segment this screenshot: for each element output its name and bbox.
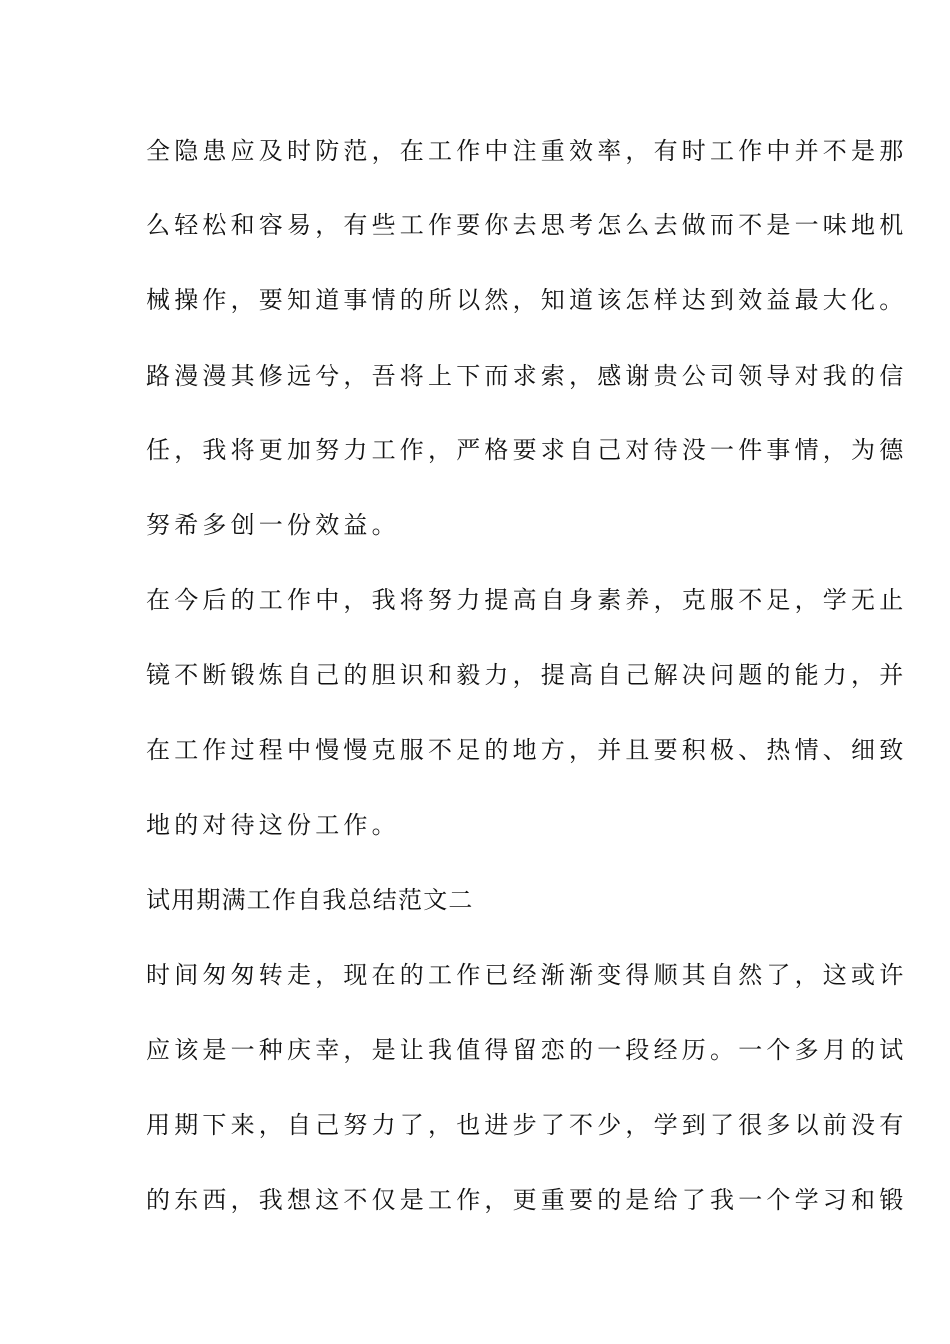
paragraph-line: 全隐患应及时防范，在工作中注重效率，有时工作中并不是那 (146, 137, 908, 165)
paragraph-line: 么轻松和容易，有些工作要你去思考怎么去做而不是一味地机 (146, 211, 908, 239)
paragraph-line: 镜不断锻炼自己的胆识和毅力，提高自己解决问题的能力，并 (146, 661, 908, 689)
section-heading: 试用期满工作自我总结范文二 (146, 886, 474, 914)
paragraph-line: 地的对待这份工作。 (146, 811, 400, 839)
paragraph-line: 应该是一种庆幸，是让我值得留恋的一段经历。一个多月的试 (146, 1036, 908, 1064)
paragraph-line: 时间匆匆转走，现在的工作已经渐渐变得顺其自然了，这或许 (146, 961, 908, 989)
paragraph-line: 任，我将更加努力工作，严格要求自己对待没一件事情，为德 (146, 436, 908, 464)
paragraph-line: 的东西，我想这不仅是工作，更重要的是给了我一个学习和锻 (146, 1186, 908, 1214)
paragraph-line: 械操作，要知道事情的所以然，知道该怎样达到效益最大化。 (146, 286, 908, 314)
paragraph-line: 在工作过程中慢慢克服不足的地方，并且要积极、热情、细致 (146, 736, 908, 764)
paragraph-line: 努希多创一份效益。 (146, 511, 400, 539)
paragraph-line: 路漫漫其修远兮，吾将上下而求索，感谢贵公司领导对我的信 (146, 362, 908, 390)
paragraph-line: 用期下来，自己努力了，也进步了不少，学到了很多以前没有 (146, 1111, 908, 1139)
paragraph-line: 在今后的工作中，我将努力提高自身素养，克服不足，学无止 (146, 586, 908, 614)
